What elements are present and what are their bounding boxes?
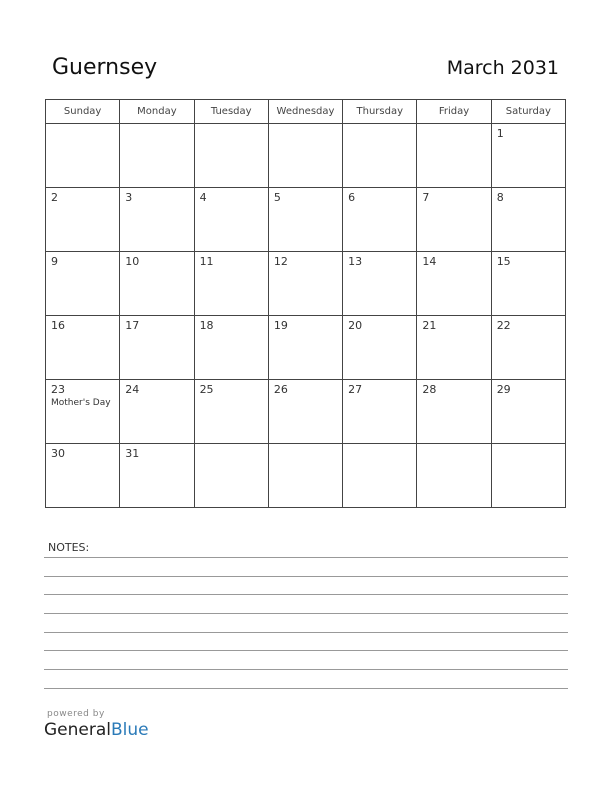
powered-by-text: powered by [47,709,105,719]
day-number: 24 [125,383,140,396]
note-line [44,557,568,558]
day-number: 12 [273,255,288,268]
note-line [44,650,568,651]
calendar-day-cell[interactable] [343,444,417,508]
calendar-day-cell[interactable] [268,380,342,444]
calendar-week-row [46,124,566,188]
day-number: 26 [273,383,288,396]
calendar-day-cell[interactable] [343,316,417,380]
calendar-day-cell[interactable] [46,380,120,444]
holiday-event: Mother's Day [51,398,111,408]
calendar-day-cell[interactable] [120,316,194,380]
day-number: 25 [199,383,214,396]
day-number: 17 [125,319,140,332]
calendar-week-row [46,188,566,252]
day-number: 5 [273,191,281,204]
calendar-grid [45,99,566,508]
calendar-day-cell[interactable] [120,444,194,508]
calendar-week-row [46,252,566,316]
weekday-header: Friday [417,100,491,124]
note-line [44,613,568,614]
calendar-day-cell[interactable] [46,188,120,252]
calendar-day-cell[interactable] [491,380,565,444]
brand-general: General [44,720,111,740]
calendar-day-cell[interactable] [268,252,342,316]
calendar-day-cell[interactable] [491,188,565,252]
calendar-day-cell[interactable] [343,380,417,444]
day-number: 30 [51,447,65,460]
day-number: 19 [273,319,288,332]
day-number: 10 [125,255,140,268]
calendar-day-cell[interactable] [417,380,491,444]
day-number: 22 [496,319,511,332]
calendar-day-cell[interactable] [194,380,268,444]
day-number: 11 [199,255,214,268]
weekday-header: Tuesday [194,100,268,124]
note-line [44,688,568,689]
weekday-header: Thursday [343,100,417,124]
weekday-header: Monday [120,100,194,124]
calendar-day-cell[interactable] [417,188,491,252]
calendar-day-cell[interactable] [120,252,194,316]
day-number: 21 [422,319,437,332]
day-number: 9 [51,255,58,268]
calendar-day-cell[interactable] [194,124,268,188]
calendar-day-cell[interactable] [46,124,120,188]
day-number: 23 [51,383,65,396]
day-number: 20 [348,319,363,332]
calendar-day-cell[interactable] [194,316,268,380]
calendar-day-cell[interactable] [268,124,342,188]
calendar-day-cell[interactable] [343,188,417,252]
calendar-day-cell[interactable] [417,316,491,380]
calendar-day-cell[interactable] [194,444,268,508]
day-number: 6 [348,191,356,204]
calendar-day-cell[interactable] [194,188,268,252]
calendar-day-cell[interactable] [417,124,491,188]
day-number: 31 [125,447,140,460]
day-number: 4 [199,191,207,204]
calendar-day-cell[interactable] [46,444,120,508]
calendar-country-title: Guernsey [52,55,158,80]
calendar-day-cell[interactable] [268,444,342,508]
day-number: 8 [496,191,504,204]
calendar-day-cell[interactable] [46,316,120,380]
calendar-day-cell[interactable] [491,124,565,188]
calendar-day-cell[interactable] [417,252,491,316]
calendar-day-cell[interactable] [194,252,268,316]
calendar-week-row [46,444,566,508]
calendar-day-cell[interactable] [491,316,565,380]
weekday-header: Saturday [491,100,565,124]
calendar-day-cell[interactable] [491,444,565,508]
day-number: 27 [348,383,363,396]
calendar-day-cell[interactable] [120,380,194,444]
calendar-day-cell[interactable] [417,444,491,508]
calendar-day-cell[interactable] [46,252,120,316]
weekday-header-row [46,100,566,124]
brand-blue: Blue [111,720,149,740]
weekday-header: Sunday [46,100,120,124]
calendar-day-cell[interactable] [268,316,342,380]
note-line [44,669,568,670]
calendar-day-cell[interactable] [120,124,194,188]
calendar-week-row [46,380,566,444]
note-line [44,632,568,633]
day-number: 1 [496,127,504,140]
day-number: 3 [125,191,133,204]
notes-label: NOTES: [48,541,90,554]
calendar-day-cell[interactable] [268,188,342,252]
day-number: 18 [199,319,214,332]
day-number: 14 [422,255,437,268]
day-number: 16 [51,319,65,332]
calendar-day-cell[interactable] [491,252,565,316]
day-number: 2 [51,191,58,204]
calendar-day-cell[interactable] [120,188,194,252]
day-number: 29 [496,383,511,396]
day-number: 7 [422,191,430,204]
day-number: 13 [348,255,363,268]
day-number: 15 [496,255,511,268]
calendar-week-row [46,316,566,380]
brand-logo[interactable] [44,720,149,740]
calendar-day-cell[interactable] [343,252,417,316]
note-line [44,576,568,577]
calendar-day-cell[interactable] [343,124,417,188]
weekday-header: Wednesday [268,100,342,124]
day-number: 28 [422,383,437,396]
note-line [44,594,568,595]
calendar-month-title: March 2031 [446,57,559,79]
